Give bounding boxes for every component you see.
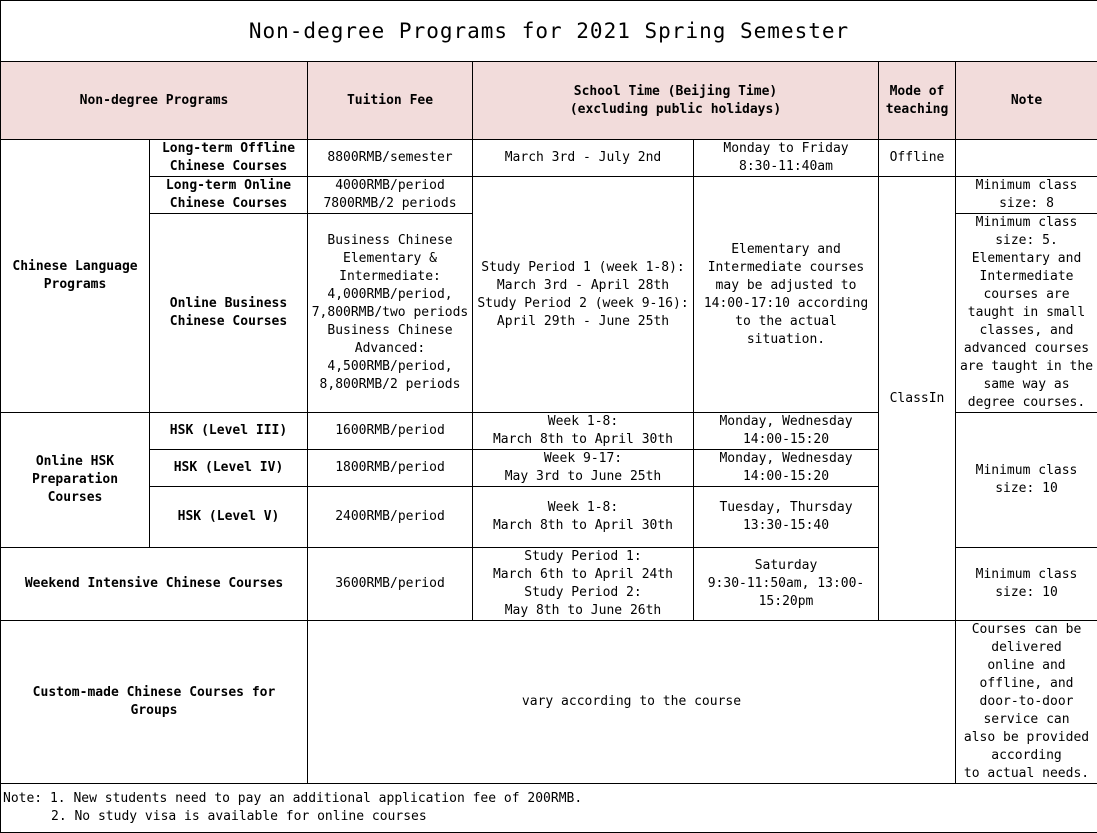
custom-course-detail: vary according to the course bbox=[308, 621, 956, 784]
footer-note-1: Note: 1. New students need to pay an additional application fee of 200RMB. bbox=[3, 790, 1095, 808]
page-title: Non-degree Programs for 2021 Spring Semester bbox=[1, 1, 1097, 62]
offline-course-dates: March 3rd - July 2nd bbox=[473, 140, 694, 177]
hsk-level-fee: 1600RMB/period bbox=[308, 413, 473, 450]
offline-course-fee: 8800RMB/semester bbox=[308, 140, 473, 177]
hsk-level-times: Monday, Wednesday 14:00-15:20 bbox=[694, 413, 879, 450]
hsk-level-name: HSK (Level III) bbox=[150, 413, 308, 450]
weekend-course-fee: 3600RMB/period bbox=[308, 548, 473, 621]
mode-classin: ClassIn bbox=[879, 177, 956, 621]
header-note: Note bbox=[956, 62, 1097, 140]
online-course-name: Long-term Online Chinese Courses bbox=[150, 177, 308, 214]
footer-note-2: 2. No study visa is available for online courses bbox=[3, 808, 1095, 826]
header-programs: Non-degree Programs bbox=[1, 62, 308, 140]
online-shared-dates: Study Period 1 (week 1-8): March 3rd - April 28th Study Period 2 (week 9-16): April 29th - June 25th bbox=[473, 177, 694, 413]
offline-course-note bbox=[956, 140, 1097, 177]
weekend-course-note: Minimum class size: 10 bbox=[956, 548, 1097, 621]
hsk-level-name: HSK (Level V) bbox=[150, 487, 308, 548]
weekend-course-name: Weekend Intensive Chinese Courses bbox=[1, 548, 308, 621]
hsk-level-dates: Week 1-8: March 8th to April 30th bbox=[473, 413, 694, 450]
footer-notes bbox=[1, 784, 1097, 833]
business-course-note: Minimum class size: 5. Elementary and Intermediate courses are taught in small classes, and advanced courses are taught in the same way as degree courses. bbox=[956, 214, 1097, 413]
header-mode: Mode of teaching bbox=[879, 62, 956, 140]
online-course-fee: 4000RMB/period 7800RMB/2 periods bbox=[308, 177, 473, 214]
offline-course-mode: Offline bbox=[879, 140, 956, 177]
hsk-level-times: Tuesday, Thursday 13:30-15:40 bbox=[694, 487, 879, 548]
offline-course-times: Monday to Friday 8:30-11:40am bbox=[694, 140, 879, 177]
weekend-course-times: Saturday 9:30-11:50am, 13:00- 15:20pm bbox=[694, 548, 879, 621]
custom-course-name: Custom-made Chinese Courses for Groups bbox=[1, 621, 308, 784]
custom-course-note: Courses can be delivered online and offline, and door-to-door service can also be provided according to actual needs. bbox=[956, 621, 1097, 784]
hsk-level-dates: Week 9-17: May 3rd to June 25th bbox=[473, 450, 694, 487]
hsk-group: Online HSK Preparation Courses bbox=[1, 413, 150, 548]
business-course-name: Online Business Chinese Courses bbox=[150, 214, 308, 413]
hsk-note: Minimum class size: 10 bbox=[956, 413, 1097, 548]
hsk-level-dates: Week 1-8: March 8th to April 30th bbox=[473, 487, 694, 548]
hsk-level-fee: 1800RMB/period bbox=[308, 450, 473, 487]
hsk-level-name: HSK (Level IV) bbox=[150, 450, 308, 487]
business-course-fee: Business Chinese Elementary & Intermediate: 4,000RMB/period, 7,800RMB/two periods Business Chinese Advanced: 4,500RMB/period, 8,800RMB/2 periods bbox=[308, 214, 473, 413]
header-tuition: Tuition Fee bbox=[308, 62, 473, 140]
chinese-language-group: Chinese Language Programs bbox=[1, 140, 150, 413]
online-course-note: Minimum class size: 8 bbox=[956, 177, 1097, 214]
hsk-level-fee: 2400RMB/period bbox=[308, 487, 473, 548]
offline-course-name: Long-term Offline Chinese Courses bbox=[150, 140, 308, 177]
online-shared-times: Elementary and Intermediate courses may be adjusted to 14:00-17:10 according to the actual situation. bbox=[694, 177, 879, 413]
hsk-level-times: Monday, Wednesday 14:00-15:20 bbox=[694, 450, 879, 487]
weekend-course-dates: Study Period 1: March 6th to April 24th Study Period 2: May 8th to June 26th bbox=[473, 548, 694, 621]
header-school-time: School Time (Beijing Time) (excluding public holidays) bbox=[473, 62, 879, 140]
